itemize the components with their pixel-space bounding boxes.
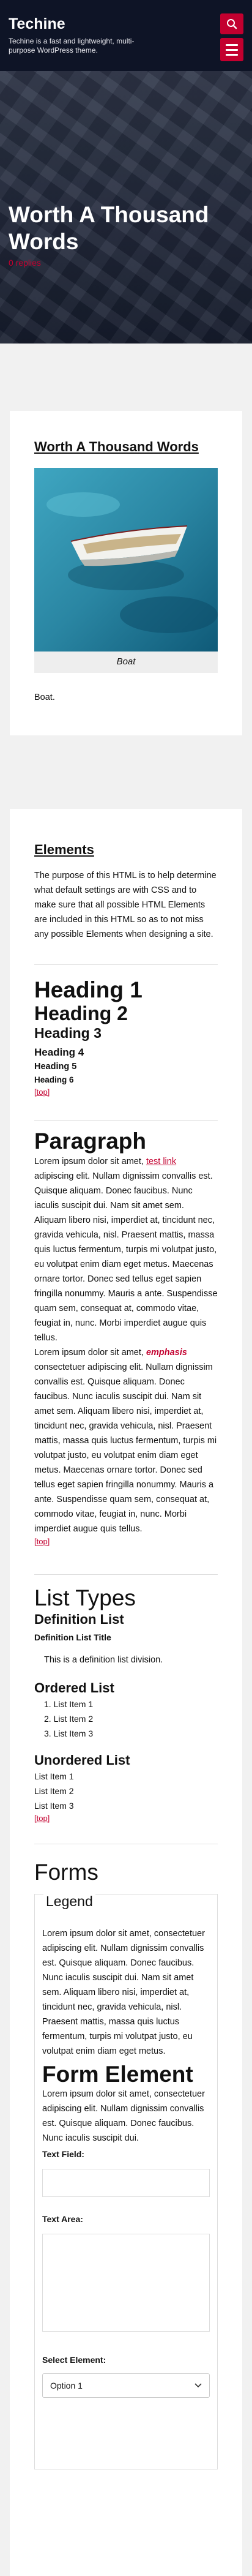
list-types-block [34,1585,218,1824]
post-card [10,411,242,735]
legend-text: Lorem ipsum dolor sit amet, consectetuer adipiscing elit. Nullam dignissim convallis est. Quisque aliquam. Donec faucibus. Nunc iaculis suscipit dui. Nam sit amet sem. Aliquam libero nisi, imperdiet at, tincidunt nec, gravida vehicula, nisl. Praesent mattis, massa quis luctus fermentum, turpis mi volutpat justo, eu volutpat enim diam eget metus. [42,1929,205,2056]
divider [34,964,218,965]
paragraph-block: Paragraph Lorem ipsum dolor sit amet, test link adipiscing elit. Nullam dignissim convallis est. Quisque aliquam. Donec faucibus. Nunc iaculis suscipit dui. Nam sit amet sem. Aliquam libero nisi, imperdiet at, tincidunt nec, gravida vehicula, nisl. Praesent mattis, massa quis luctus fermentum, turpis mi volutpat justo, eu volutpat enim diam eget metus. Maecenas ornare tortor. Donec sed tellus eget sapien fringilla nonummy. Mauris a ante. Suspendisse quam sem, consequat at, commodo vitae, feugiat in, nunc. Morbi imperdiet augue quis tellus. Lorem ipsum dolor sit amet, emphasis consectetuer adipiscing elit. Nullam dignissim convallis est. Quisque aliquam. Donec faucibus. Nunc iaculis suscipit dui. Nam sit amet sem. Aliquam libero nisi, imperdiet at, tincidunt nec, gravida vehicula, nisl. Praesent mattis, massa quis luctus fermentum, turpis mi volutpat justo, eu volutpat enim diam eget metus. Maecenas ornare tortor. Donec sed tellus eget sapien fringilla nonummy. Mauris a ante. Suspendisse quam sem, consequat at, commodo vitae, feugiat in, nunc. Morbi imperdiet augue quis tellus. [top] [34,1128,218,1546]
hero-title: Worth A Thousand Words [9,202,209,254]
forms-title: Forms [34,1860,98,1885]
top-link[interactable]: [top] [34,1537,50,1546]
text-field-label: Text Field: [42,2149,84,2159]
heading-4: Heading 4 [34,1046,84,1058]
list-item: 1. List Item 1 [44,1699,94,1709]
heading-1: Heading 1 [34,977,143,1002]
site-header [0,0,252,71]
text-area-input[interactable] [42,2234,210,2332]
heading-5: Heading 5 [34,1062,77,1072]
hamburger-icon [226,44,238,46]
top-link[interactable]: [top] [34,1087,50,1097]
heading-3: Heading 3 [34,1025,102,1041]
post-body: Boat. [34,693,55,702]
heading-6: Heading 6 [34,1075,74,1084]
legend: Legend [43,1893,95,1910]
list-item: List Item 2 [34,1786,74,1796]
top-link[interactable]: [top] [34,1814,50,1823]
definition-list-title: Definition List [34,1612,124,1627]
text-area-label: Text Area: [42,2214,83,2224]
heading-2: Heading 2 [34,1002,128,1024]
list-item: List Item 1 [34,1771,74,1781]
boat-image[interactable] [34,468,218,652]
headings-block [34,978,218,1098]
site-title[interactable]: Techine [9,15,65,32]
select-value: Option 1 [50,2381,83,2390]
hero-banner [0,71,252,344]
elements-card [10,809,242,2576]
form-element-title: Form Element [42,2062,193,2087]
test-link[interactable]: test link [146,1157,177,1166]
definition-description: This is a definition list division. [44,1655,163,1665]
elements-intro: The purpose of this HTML is to help determine what default settings are with CSS and to make sure that all possible HTML Elements are included in this HTML so as to not miss any possible Elements when designing a site. [34,871,217,939]
divider [34,1574,218,1575]
definition-term: Definition List Title [34,1632,111,1642]
text-field-input[interactable] [42,2169,210,2197]
image-figure [34,468,218,673]
ordered-list-title: Ordered List [34,1680,114,1695]
fieldset [34,1894,218,2469]
divider [34,1120,218,1121]
unordered-list-title: Unordered List [34,1752,130,1768]
menu-button[interactable] [220,38,243,61]
select-label: Select Element: [42,2355,106,2365]
form-element-text: Lorem ipsum dolor sit amet, consectetuer adipiscing elit. Nullam dignissim convallis est. Quisque aliquam. Donec faucibus. Nunc iaculis suscipit dui. [42,2089,205,2143]
select-element[interactable] [42,2373,210,2398]
ordered-list [34,1697,218,1741]
emphasis-text: emphasis [146,1348,187,1357]
list-item: List Item 3 [34,1801,74,1811]
chevron-down-icon [195,2383,202,2388]
post-title[interactable]: Worth A Thousand Words [34,439,199,454]
unordered-list [34,1769,218,1813]
image-caption: Boat [116,656,136,667]
list-item: 2. List Item 2 [44,1714,94,1724]
forms-block [34,1860,218,2469]
search-icon [226,18,237,29]
paragraph-title: Paragraph [34,1128,147,1154]
search-button[interactable] [220,13,243,34]
list-item: 3. List Item 3 [44,1729,94,1738]
list-types-title: List Types [34,1585,136,1610]
elements-title[interactable]: Elements [34,842,94,857]
hero-replies-link[interactable]: 0 replies [9,258,41,268]
site-description: Techine is a fast and lightweight, multi-purpose WordPress theme. [9,37,135,54]
